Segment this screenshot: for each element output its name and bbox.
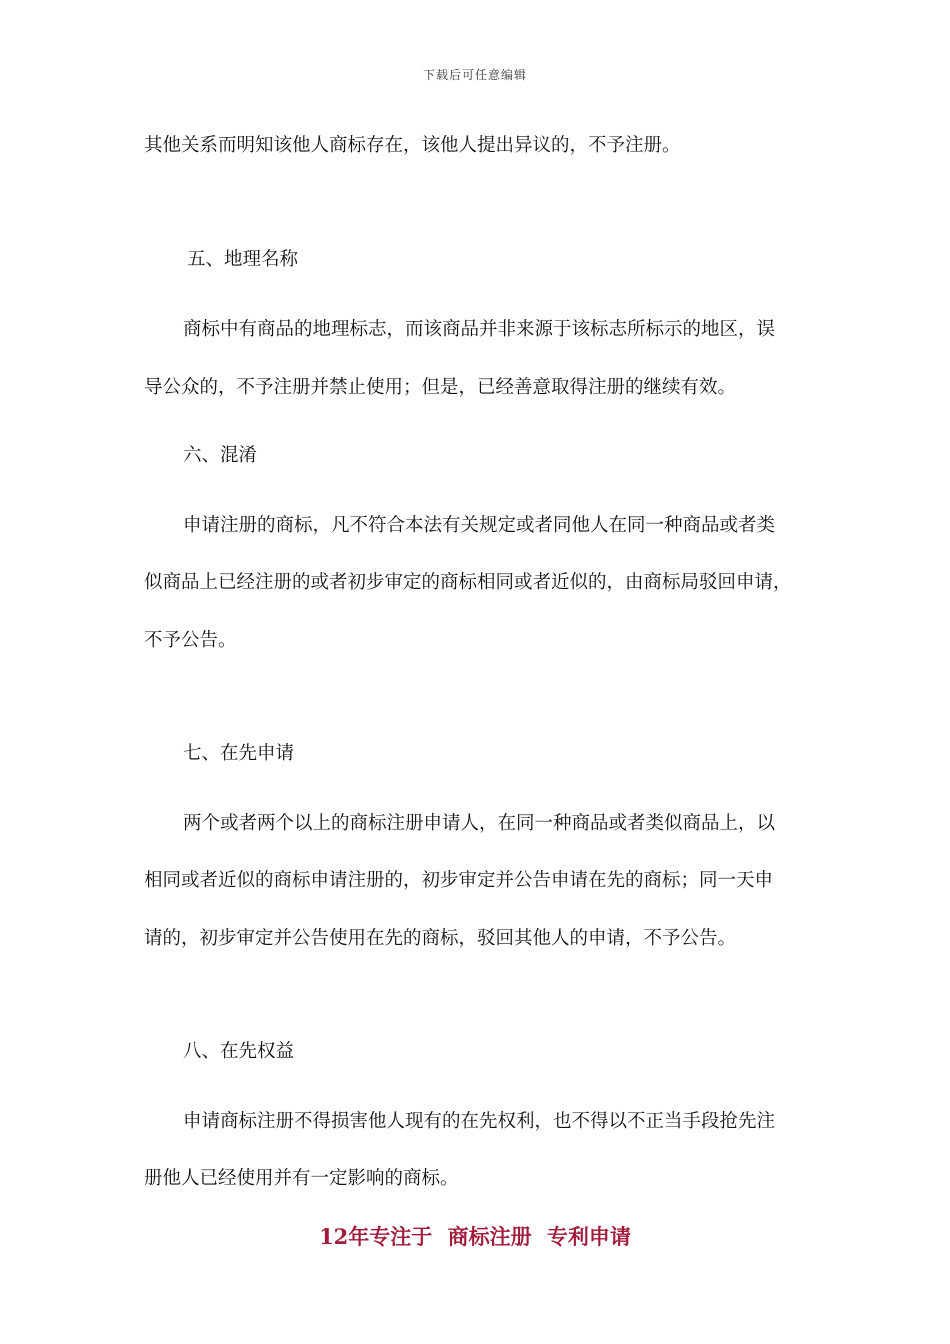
section-heading: 七、在先申请: [183, 743, 295, 764]
paragraph-line: 册他人已经使用并有一定影响的商标。: [144, 1168, 459, 1189]
section-heading: 六、混淆: [183, 445, 258, 466]
section-heading: 五、地理名称: [187, 249, 299, 270]
page-header: 下载后可任意编辑: [422, 68, 527, 82]
paragraph-line: 商标中有商品的地理标志，而该商品并非来源于该标志所标示的地区，误: [183, 319, 776, 340]
paragraph-line: 两个或者两个以上的商标注册申请人，在同一种商品或者类似商品上，以: [183, 813, 776, 834]
section-heading: 八、在先权益: [183, 1041, 295, 1062]
paragraph-line: 请的，初步审定并公告使用在先的商标，驳回其他人的申请，不予公告。: [144, 928, 737, 949]
paragraph-line: 似商品上已经注册的或者初步审定的商标相同或者近似的，由商标局驳回申请，: [144, 572, 792, 593]
paragraph-line: 其他关系而明知该他人商标存在，该他人提出异议的，不予注册。: [144, 135, 681, 156]
paragraph-line: 相同或者近似的商标申请注册的，初步审定并公告申请在先的商标；同一天申: [144, 870, 774, 891]
paragraph-line: 不予公告。: [144, 630, 237, 651]
paragraph-line: 申请商标注册不得损害他人现有的在先权利，也不得以不正当手段抢先注: [183, 1111, 776, 1132]
footer-advertisement: 12年专注于 商标注册 专利申请: [319, 1224, 631, 1249]
paragraph-line: 申请注册的商标，凡不符合本法有关规定或者同他人在同一种商品或者类: [183, 515, 776, 536]
paragraph-line: 导公众的，不予注册并禁止使用；但是，已经善意取得注册的继续有效。: [144, 377, 737, 398]
